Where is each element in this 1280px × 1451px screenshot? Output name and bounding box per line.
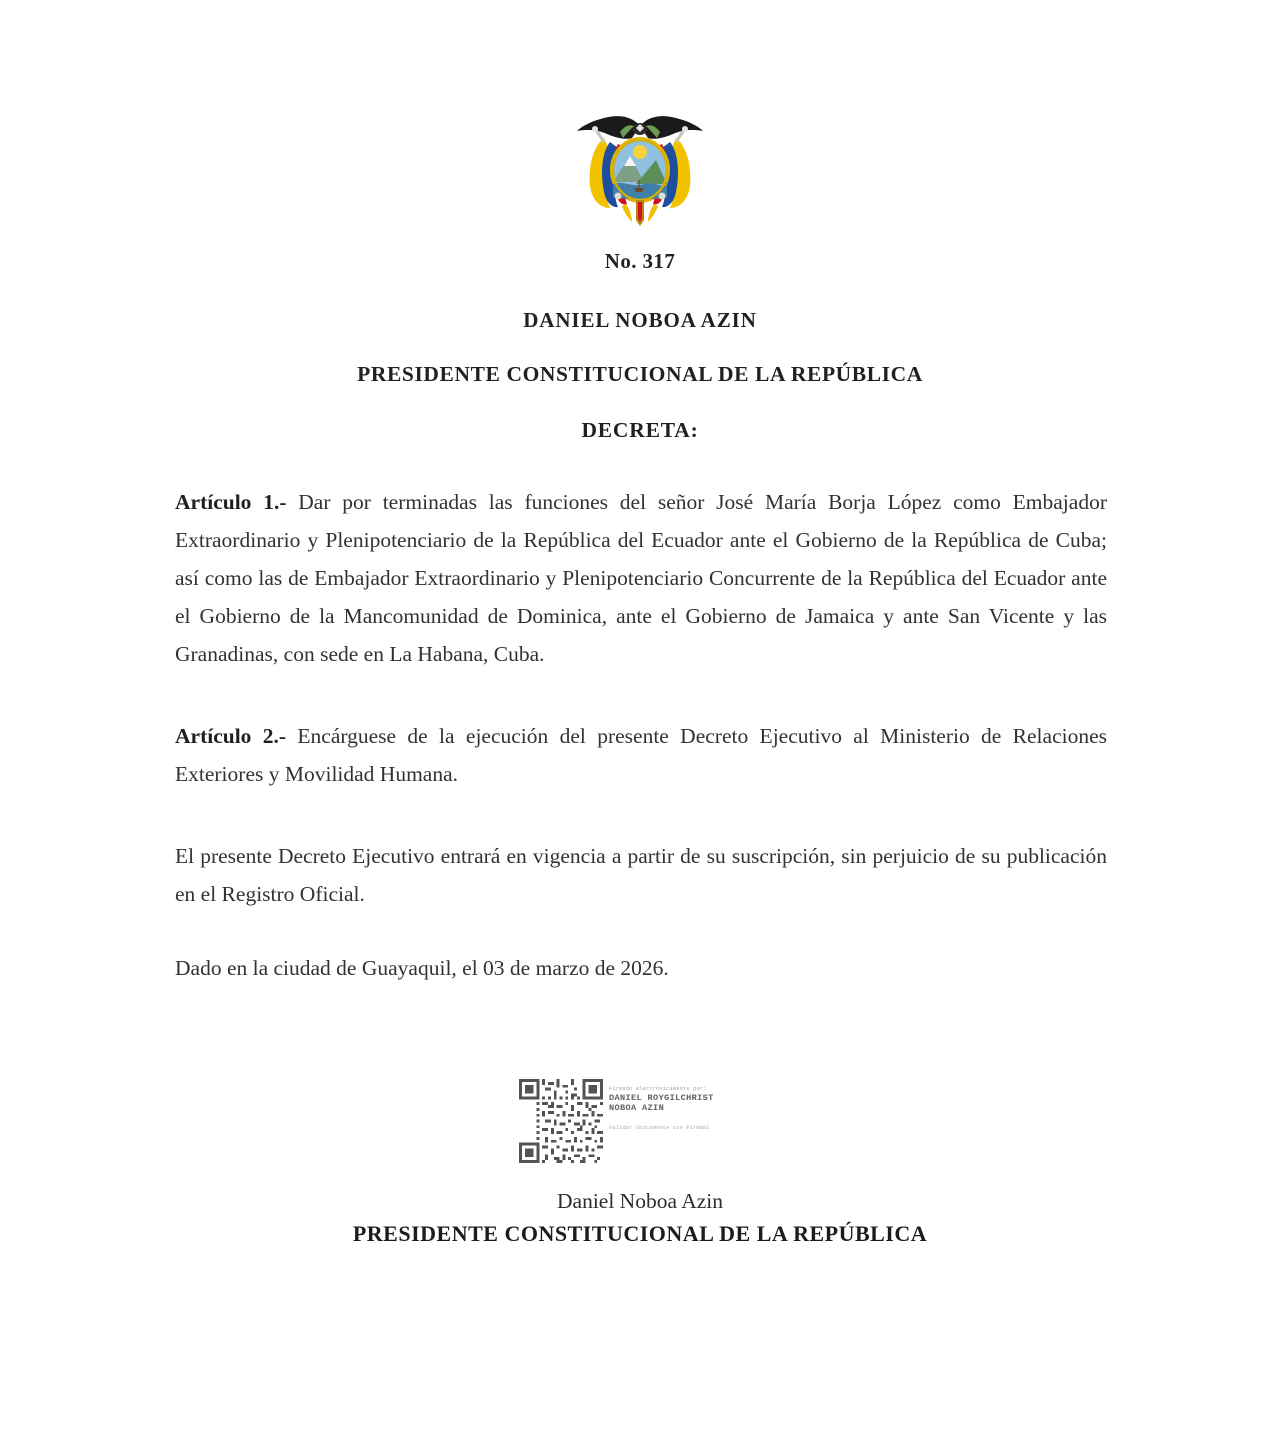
footer-signature-name: Daniel Noboa Azin: [557, 1189, 723, 1213]
president-title-heading: PRESIDENTE CONSTITUCIONAL DE LA REPÚBLICA: [357, 362, 923, 386]
electronic-signature-stamp: [519, 1079, 751, 1163]
ecuador-coat-of-arms-icon: [574, 112, 706, 232]
article-1-paragraph: [175, 483, 1107, 673]
document-body: [175, 483, 1107, 987]
decreta-label: DECRETA:: [581, 418, 699, 442]
signer-name-line-1: DANIEL ROYGILCHRIST: [609, 1092, 714, 1103]
stamp-text-block: [603, 1079, 714, 1131]
coat-of-arms-container: [0, 112, 1280, 232]
article-1-text: Dar por terminadas las funciones del señor José María Borja López como Embajador Extraordinario y Plenipotenciario de la República del Ecuador ante el Gobierno de la República de Cuba; así como las de Embajador Extraordinario y Plenipotenciario Concurrente de la República del Ecuador ante el Gobierno de la Mancomunidad de Dominica, ante el Gobierno de Jamaica y ante San Vicente y las Granadinas, con sede en La Habana, Cuba.: [175, 490, 1107, 666]
article-1-label: Artículo 1.-: [175, 490, 287, 514]
footer-signature-title: PRESIDENTE CONSTITUCIONAL DE LA REPÚBLICA: [352, 1221, 928, 1246]
place-and-date-paragraph: Dado en la ciudad de Guayaquil, el 03 de marzo de 2026.: [175, 956, 669, 980]
signed-electronically-label: Firmado electrónicamente por:: [609, 1086, 707, 1092]
signature-validation-note: Validar únicamente con FirmaEC: [609, 1124, 710, 1131]
signer-name-line-2: NOBOA AZIN: [609, 1103, 665, 1114]
president-name-heading: DANIEL NOBOA AZIN: [523, 308, 757, 332]
decree-number: No. 317: [604, 249, 676, 273]
validity-paragraph: El presente Decreto Ejecutivo entrará en vigencia a partir de su suscripción, sin perjuicio de su publicación en el Registro Oficial.: [175, 844, 1107, 906]
article-2-paragraph: [175, 717, 1107, 793]
article-2-text: Encárguese de la ejecución del presente Decreto Ejecutivo al Ministerio de Relaciones Exteriores y Movilidad Humana.: [175, 724, 1108, 786]
qr-code-icon: [519, 1079, 603, 1163]
article-2-label: Artículo 2.-: [175, 724, 287, 748]
